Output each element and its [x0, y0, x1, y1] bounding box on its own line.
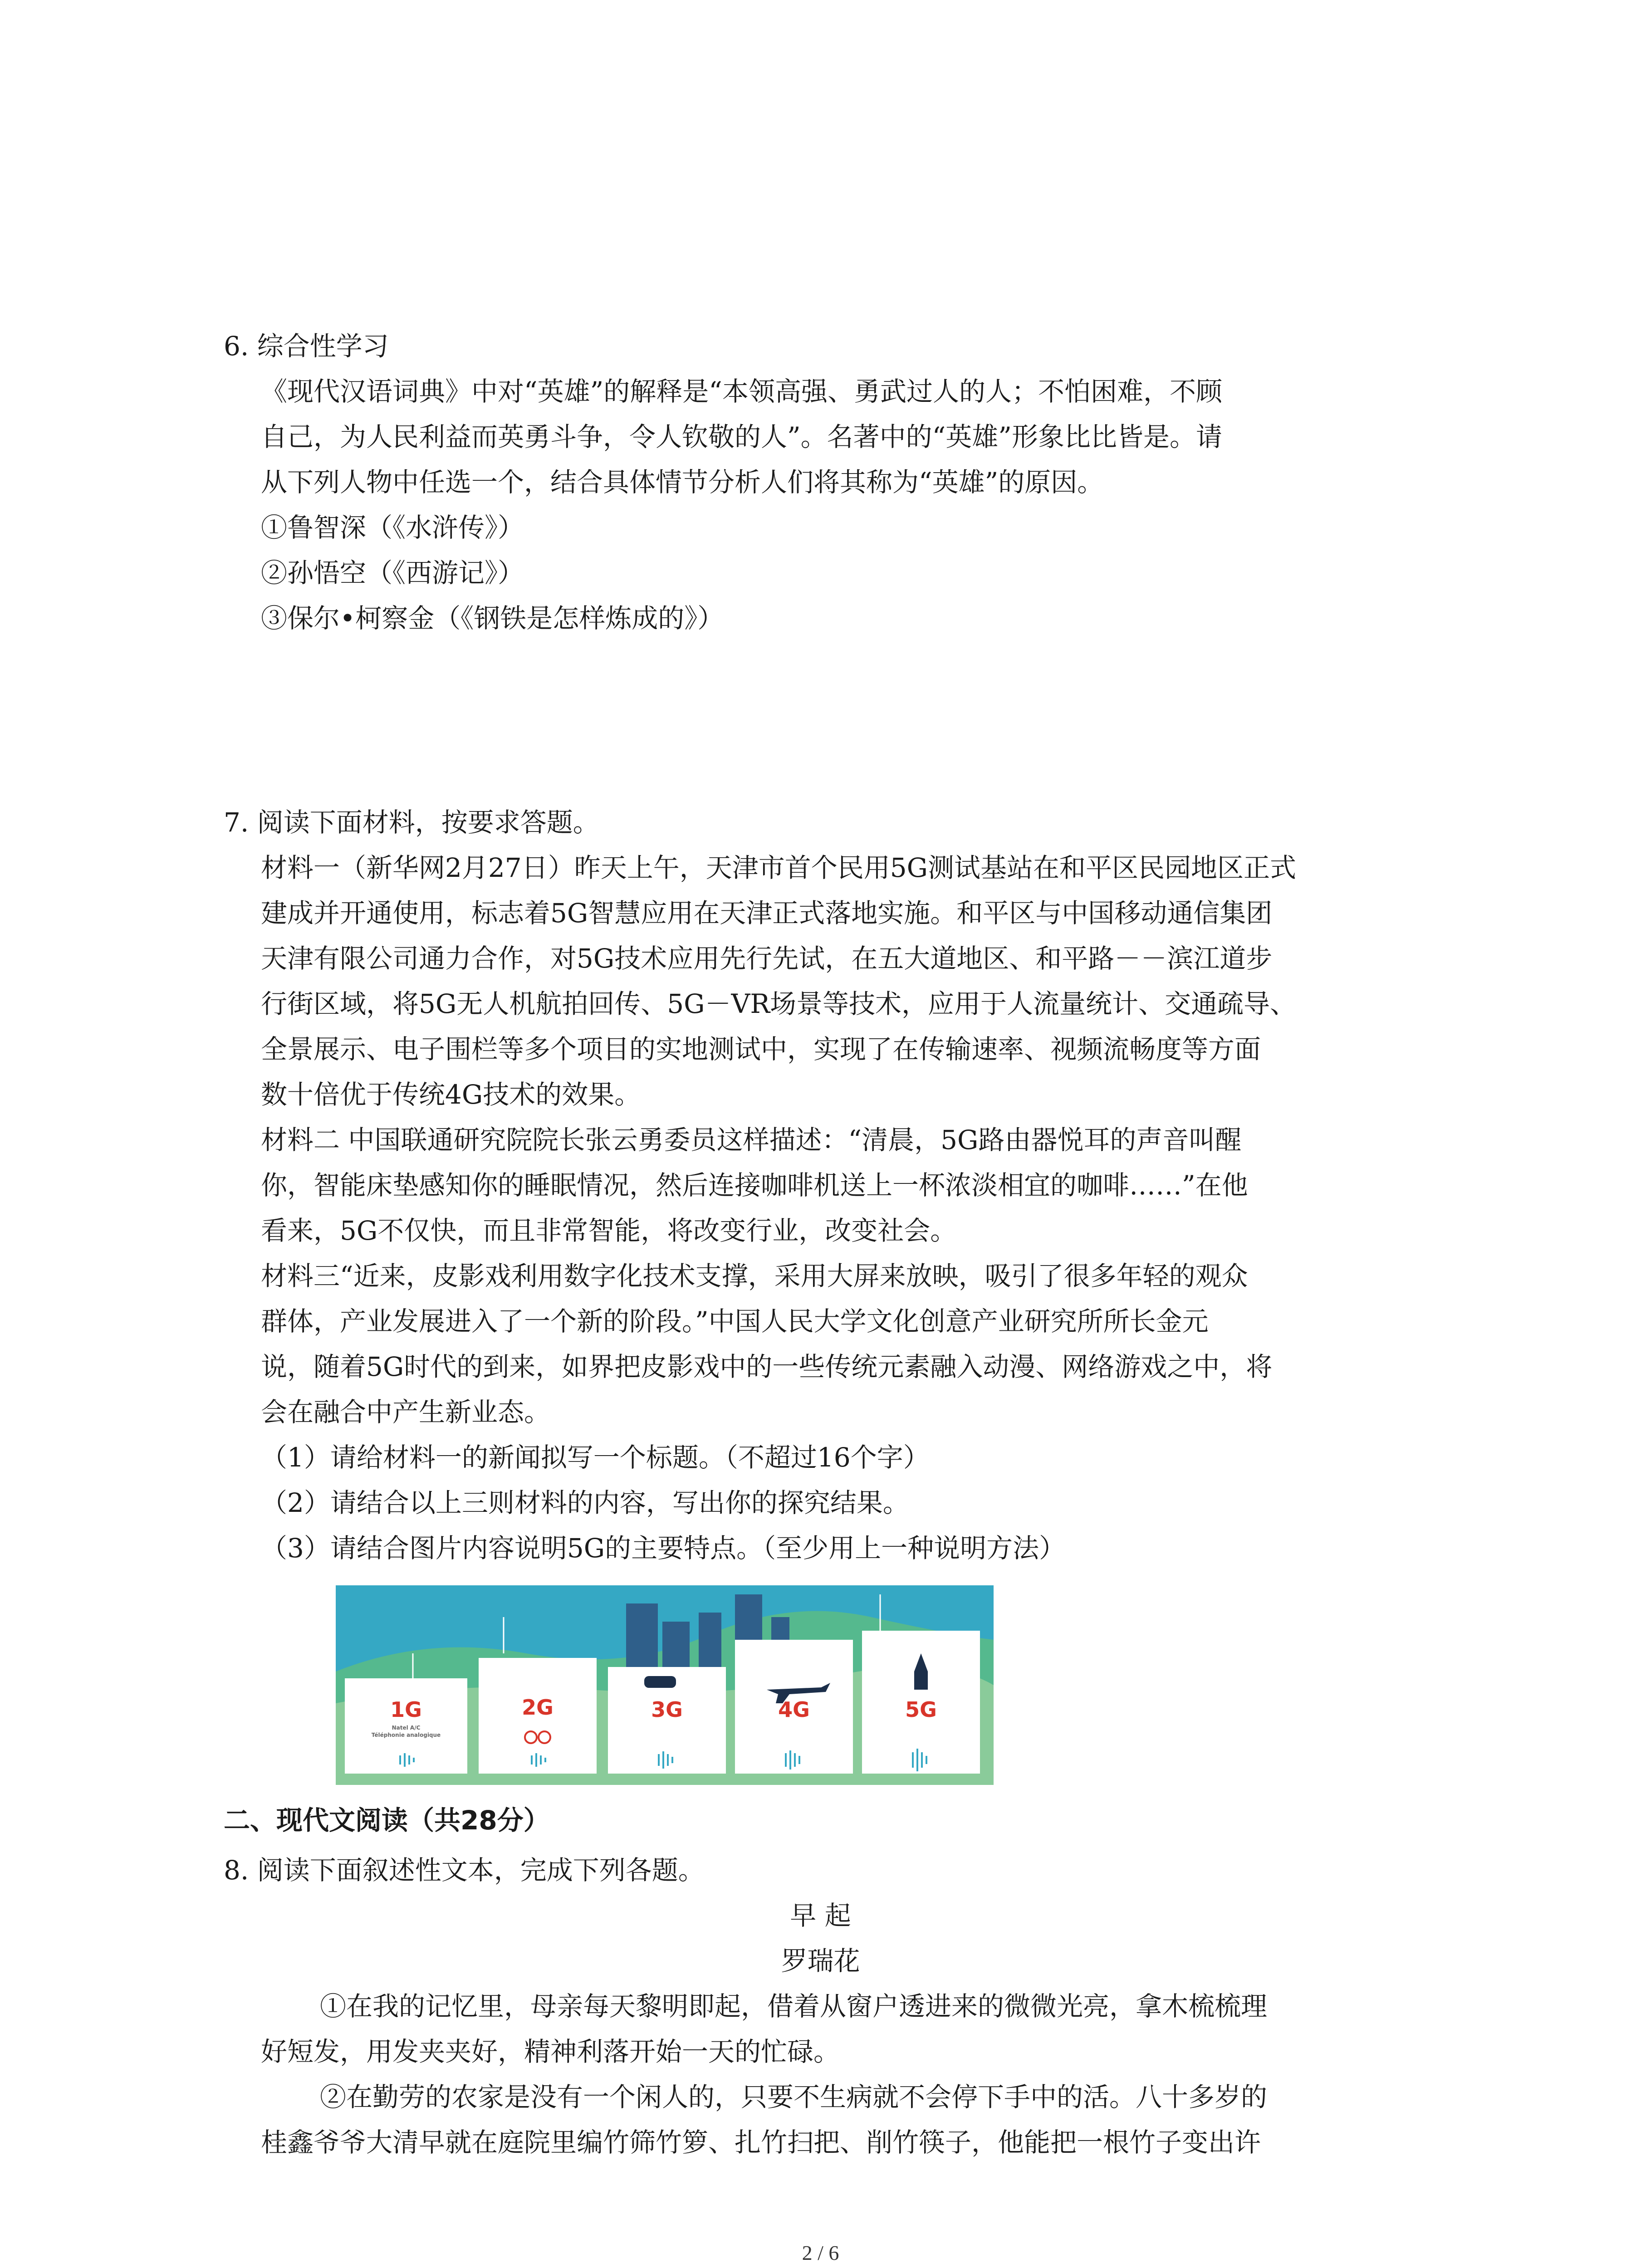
q8-heading: 8. 阅读下面叙述性文本，完成下列各题。 — [224, 1855, 705, 1886]
story-title: 早 起 — [790, 1900, 851, 1931]
q7-line: 会在融合中产生新业态。 — [261, 1397, 551, 1427]
q7-line: 你，智能床垫感知你的睡眠情况，然后连接咖啡机送上一杯浓淡相宜的咖啡……”在他 — [261, 1170, 1248, 1201]
q7-line: 材料二 中国联通研究院院长张云勇委员这样描述：“清晨，5G路由器悦耳的声音叫醒 — [261, 1124, 1242, 1155]
generation-1g — [345, 1678, 467, 1774]
q7-line: 材料三“近来，皮影戏利用数字化技术支撑，采用大屏来放映，吸引了很多年轻的观众 — [261, 1261, 1248, 1291]
section-title: 二、现代文阅读（共28分） — [224, 1805, 550, 1836]
page-number: 2 / 6 — [802, 2241, 839, 2264]
q7-line: 天津有限公司通力合作，对5G技术应用先行先试，在五大道地区、和平路－－滨江道步 — [261, 943, 1273, 974]
q6-option: ③保尔•柯察金（《钢铁是怎样炼成的》） — [261, 603, 724, 634]
generation-5g — [862, 1631, 980, 1774]
q7-task: （2）请结合以上三则材料的内容，写出你的探究结果。 — [261, 1487, 909, 1518]
q7-line: 建成并开通使用，标志着5G智慧应用在天津正式落地实施。和平区与中国移动通信集团 — [261, 898, 1273, 929]
q8-paragraph-line: ①在我的记忆里，母亲每天黎明即起，借着从窗户透进来的微微光亮，拿木梳梳理 — [320, 1991, 1268, 2022]
q6-line: 《现代汉语词典》中对“英雄”的解释是“本领高强、勇武过人的人；不怕困难，不顾 — [261, 376, 1222, 407]
q6-heading: 6. 综合性学习 — [224, 331, 389, 362]
q6-line: 自己，为人民利益而英勇斗争，令人钦敬的人”。名著中的“英雄”形象比比皆是。请 — [261, 421, 1222, 452]
generation-sublabel: Natel A/C — [392, 1725, 421, 1731]
generation-label: 1G — [390, 1697, 422, 1722]
car-icon — [644, 1676, 676, 1688]
q7-line: 行街区域，将5G无人机航拍回传、5G－VR场景等技术，应用于人流量统计、交通疏导、 — [261, 988, 1297, 1019]
q8-paragraph-line: ②在勤劳的农家是没有一个闲人的，只要不生病就不会停下手中的活。八十多岁的 — [320, 2082, 1268, 2112]
generation-label: 2G — [522, 1695, 554, 1720]
q7-line: 说，随着5G时代的到来，如界把皮影戏中的一些传统元素融入动漫、网络游戏之中，将 — [261, 1351, 1273, 1382]
generation-label: 4G — [778, 1697, 810, 1722]
q7-line: 数十倍优于传统4G技术的效果。 — [261, 1079, 641, 1110]
q7-heading: 7. 阅读下面材料，按要求答题。 — [224, 807, 599, 838]
q7-line: 全景展示、电子围栏等多个项目的实地测试中，实现了在传输速率、视频流畅度等方面 — [261, 1034, 1261, 1065]
story-author: 罗瑞花 — [781, 1945, 860, 1976]
q6-option: ①鲁智深（《水浒传》） — [261, 512, 524, 543]
generation-2g — [479, 1658, 597, 1774]
q7-task: （3）请结合图片内容说明5G的主要特点。（至少用上一种说明方法） — [261, 1533, 1066, 1564]
q6-line: 从下列人物中任选一个，结合具体情节分析人们将其称为“英雄”的原因。 — [261, 467, 1104, 498]
q8-paragraph-line: 好短发，用发夹夹好，精神利落开始一天的忙碌。 — [261, 2036, 840, 2067]
q7-task: （1）请给材料一的新闻拟写一个标题。（不超过16个字） — [261, 1442, 930, 1473]
q8-paragraph-line: 桂鑫爷爷大清早就在庭院里编竹筛竹箩、扎竹扫把、削竹筷子，他能把一根竹子变出许 — [261, 2127, 1261, 2158]
q7-line: 材料一（新华网2月27日）昨天上午，天津市首个民用5G测试基站在和平区民园地区正式 — [261, 852, 1296, 883]
generation-label: 3G — [651, 1697, 683, 1722]
generation-sublabel: Téléphonie analogique — [371, 1732, 441, 1738]
generation-label: 5G — [905, 1697, 937, 1722]
q7-line: 看来，5G不仅快，而且非常智能，将改变行业，改变社会。 — [261, 1215, 957, 1246]
q7-line: 群体，产业发展进入了一个新的阶段。”中国人民大学文化创意产业研究所所长金元 — [261, 1306, 1209, 1337]
network-generations-figure — [336, 1585, 994, 1785]
q6-option: ②孙悟空（《西游记》） — [261, 557, 524, 588]
